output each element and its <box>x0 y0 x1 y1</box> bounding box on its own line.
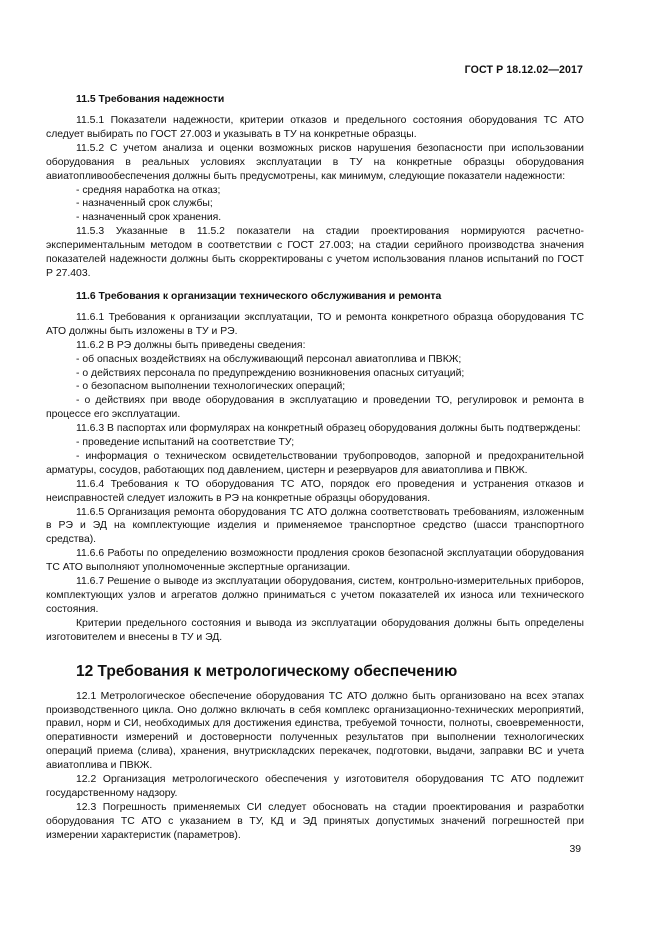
list-item: - об опасных воздействиях на обслуживающий персонал авиатоплива и ПВКЖ; <box>76 353 462 365</box>
document-code: ГОСТ Р 18.12.02—2017 <box>464 64 583 76</box>
paragraph-11-6-2: 11.6.2 В РЭ должны быть приведены сведения: <box>76 339 306 351</box>
list-item-wrapped: - информация о техническом освидетельствовании трубопроводов, запорной и предохранительной арматуры, сосудов, работающих под давлением, цистерн и резервуаров для авиатоплива и ПВКЖ. <box>46 450 584 476</box>
paragraph-11-5-2: 11.5.2 С учетом анализа и оценки возможных рисков нарушения безопасности при использовании оборудования в реальных условиях эксплуатации в ТУ на конкретные образцы оборудования авиатопливообеспечения должны быть предусмотрены, как минимум, следующие показатели надежности: <box>46 142 584 182</box>
list-item: - о действиях персонала по предупреждению возникновения опасных ситуаций; <box>76 367 465 379</box>
paragraph-11-6-7: 11.6.7 Решение о выводе из эксплуатации оборудования, систем, контрольно-измерительных приборов, комплектующих узлов и агрегатов должно приниматься с учетом показателей их износа или технического состояния. <box>46 576 584 615</box>
list-item: - назначенный срок службы; <box>76 198 213 210</box>
list-item: - проведение испытаний на соответствие ТУ; <box>76 437 295 449</box>
section-11-6-title: 11.6 Требования к организации технического обслуживания и ремонта <box>76 290 442 302</box>
paragraph-12-2: 12.2 Организация метрологического обеспечения у изготовителя оборудования ТС АТО подлежит государственному надзору. <box>46 774 584 799</box>
paragraph-11-6-4: 11.6.4 Требования к ТО оборудования ТС АТО, порядок его проведения и устранения отказов и неисправностей следует изложить в РЭ на конкретные образцы оборудования. <box>46 478 584 504</box>
paragraph-11-6-6: 11.6.6 Работы по определению возможности продления сроков безопасной эксплуатации оборудования ТС АТО выполняют уполномоченные экспертные организации. <box>46 548 584 574</box>
paragraph-12-1: 12.1 Метрологическое обеспечение оборудования ТС АТО должно быть организовано на всех этапах производственного цикла. Оно должно включать в себя комплекс организационно-технических мероприятий, правил, норм и СИ, необходимых для достижения единства, требуемой точности, полноты, своевременности, оперативности измерений и достоверности полученных результатов при выполнении технологических операций приема (слива), хранения, внутрискладских перекачек, подготовки, выдачи, заправки ВС и учета авиатоплива и ПВКЖ. <box>46 690 584 772</box>
page-number: 39 <box>569 844 581 855</box>
section-12-title: 12 Требования к метрологическому обеспечению <box>76 662 458 680</box>
paragraph-12-3: 12.3 Погрешность применяемых СИ следует обосновать на стадии проектирования и разработки оборудования ТС АТО с указанием в ТУ, КД и ЭД принятых допустимых значений погрешностей при измерении характеристик (параметров). <box>46 801 584 841</box>
list-item: - о безопасном выполнении технологических операций; <box>76 381 346 393</box>
paragraph-11-6-3: 11.6.3 В паспортах или формулярах на конкретный образец оборудования должны быть подтверждены: <box>76 423 581 435</box>
list-item: - средняя наработка на отказ; <box>76 184 221 196</box>
page-content <box>46 93 584 843</box>
paragraph-11-6-5: 11.6.5 Организация ремонта оборудования ТС АТО должна соответствовать требованиям, изложенным в РЭ и ЭД на комплектующие изделия и применяемое транспортное средство (шасси транспортного средства). <box>46 506 584 546</box>
paragraph-11-5-3: 11.5.3 Указанные в 11.5.2 показатели на стадии проектирования нормируются расчетно-экспериментальным методом в соответствии с ГОСТ 27.003; на стадии серийного производства значения показателей надежности должны быть скорректированы с учетом использования планов испытаний по ГОСТ Р 27.403. <box>46 226 584 279</box>
list-item: - назначенный срок хранения. <box>76 212 222 224</box>
list-item-wrapped: - о действиях при вводе оборудования в эксплуатацию и проведении ТО, регулировок и ремонта в процессе его эксплуатации. <box>46 395 584 421</box>
paragraph-criteria: Критерии предельного состояния и вывода из эксплуатации оборудования должны быть определены изготовителем и внесены в ТУ и ЭД. <box>46 617 584 643</box>
section-11-5-title: 11.5 Требования надежности <box>76 94 225 105</box>
paragraph-11-5-1: 11.5.1 Показатели надежности, критерии отказов и предельного состояния оборудования ТС АТО следует выбирать по ГОСТ 27.003 и указывать в ТУ на конкретные образцы. <box>46 115 584 140</box>
paragraph-11-6-1: 11.6.1 Требования к организации эксплуатации, ТО и ремонта конкретного образца оборудования ТС АТО должны быть изложены в ТУ и РЭ. <box>46 311 584 337</box>
